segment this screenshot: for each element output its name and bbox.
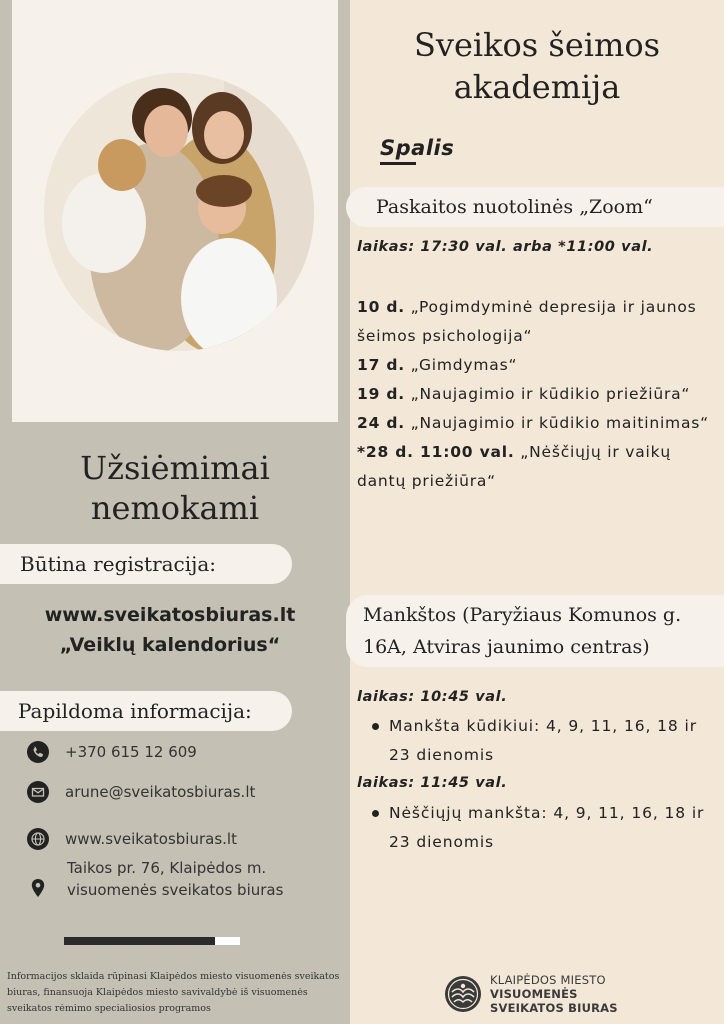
lecture-title: „Naujagimio ir kūdikio maitinimas“ <box>404 414 709 432</box>
month-underline <box>380 162 416 165</box>
progress-fill <box>64 937 215 945</box>
month-label: Spalis <box>380 136 455 160</box>
contact-address <box>27 857 287 901</box>
logo-line3: SVEIKATOS BIURAS <box>490 1001 618 1015</box>
list-item <box>357 293 719 351</box>
funding-footnote: Informacijos sklaida rūpinasi Klaipėdos miesto visuomenės sveikatos biuras, finansuoja Klaipėdos miesto savivaldybė iš visuomenės sveikatos rėmimo specialiosios programos <box>7 971 340 1014</box>
gym-heading-line1: Mankštos (Paryžiaus Komunos g. <box>363 604 682 626</box>
page-title <box>350 24 724 108</box>
list-item <box>357 438 719 496</box>
phone-icon <box>27 741 49 763</box>
lecture-title: „Nėščiųjų ir vaikų dantų priežiūra“ <box>357 443 672 490</box>
gym-list-a <box>372 712 712 770</box>
registration-info <box>0 600 340 660</box>
list-item <box>357 380 719 409</box>
website-text: www.sveikatosbiuras.lt <box>65 830 237 848</box>
gym-time-b: laikas: 11:45 val. <box>357 775 508 791</box>
contact-email[interactable] <box>27 781 255 803</box>
zoom-time-value: : 17:30 val. arba *11:00 val. <box>408 239 654 255</box>
lecture-title: „Naujagimio ir kūdikio priežiūra“ <box>404 385 691 403</box>
map-pin-icon <box>27 877 49 899</box>
additional-info-label: Papildoma informacija: <box>0 691 292 731</box>
lecture-title: „Gimdymas“ <box>404 356 518 374</box>
lecture-date: 19 d. <box>357 385 405 403</box>
gym-section-heading <box>346 595 724 667</box>
progress-bar <box>64 937 240 945</box>
list-item: Mankšta kūdikiui: 4, 9, 11, 16, 18 ir 23 dienomis <box>372 712 712 770</box>
free-activities-title <box>0 448 350 528</box>
logo-text <box>490 973 618 1015</box>
logo-emblem-icon <box>444 975 482 1013</box>
gym-time-a: laikas: 10:45 val. <box>357 689 508 705</box>
organization-logo <box>444 973 618 1015</box>
free-title-line1: Užsiėmimai <box>80 449 270 487</box>
title-line2: akademija <box>453 68 621 106</box>
family-photo <box>44 73 314 351</box>
contact-website[interactable] <box>27 828 237 850</box>
list-item <box>357 351 719 380</box>
title-line1: Sveikos šeimos <box>413 26 661 64</box>
list-item: Nėščiųjų mankšta: 4, 9, 11, 16, 18 ir 23 dienomis <box>372 799 712 857</box>
registration-calendar: „Veiklų kalendorius“ <box>59 634 281 656</box>
registration-label: Būtina registracija: <box>0 544 292 584</box>
globe-icon <box>27 828 49 850</box>
zoom-section-heading: Paskaitos nuotolinės „Zoom“ <box>346 187 724 227</box>
lecture-title: „Pogimdyminė depresija ir jaunos šeimos psichologija“ <box>357 298 697 345</box>
logo-line1: KLAIPĖDOS MIESTO <box>490 973 606 987</box>
free-title-line2: nemokami <box>90 489 260 527</box>
gym-heading-line2: 16A, Atviras jaunimo centras) <box>363 636 650 658</box>
registration-website[interactable]: www.sveikatosbiuras.lt <box>44 604 296 626</box>
email-text: arune@sveikatosbiuras.lt <box>65 783 256 801</box>
lecture-date: 17 d. <box>357 356 405 374</box>
zoom-time-label: laikas <box>357 239 409 255</box>
zoom-time <box>357 239 653 255</box>
gym-list-b <box>372 799 712 857</box>
logo-line2: VISUOMENĖS <box>490 987 578 1001</box>
list-item <box>357 409 719 438</box>
lecture-date: 10 d. <box>357 298 405 316</box>
phone-text: +370 615 12 609 <box>65 743 197 761</box>
lecture-date: 24 d. <box>357 414 405 432</box>
mail-icon <box>27 781 49 803</box>
lecture-list <box>357 293 719 496</box>
lecture-date: *28 d. 11:00 val. <box>357 443 515 461</box>
address-text: Taikos pr. 76, Klaipėdos m. visuomenės sveikatos biuras <box>67 859 284 899</box>
contact-phone[interactable] <box>27 741 197 763</box>
